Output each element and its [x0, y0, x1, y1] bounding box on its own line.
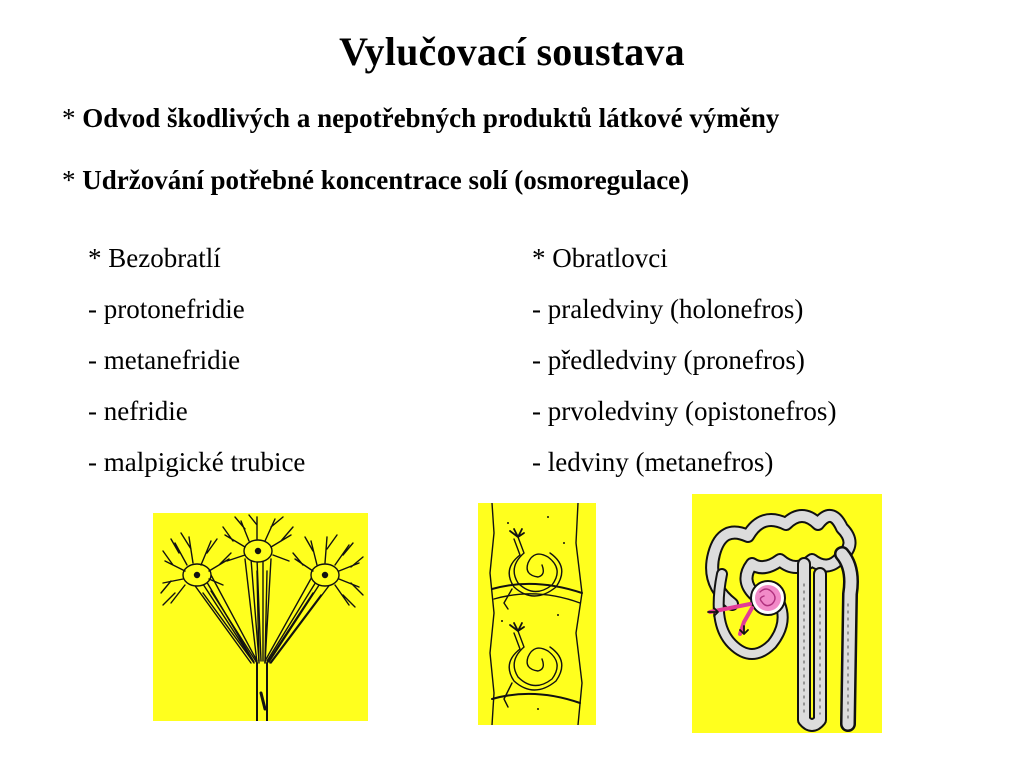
protonephridia-flame-cells-icon — [153, 513, 368, 721]
metanephridia-segments-icon — [478, 503, 596, 725]
list-item: - protonefridie — [88, 294, 245, 324]
bullet-osmoregulation — [62, 165, 689, 196]
bullet-text: Udržování potřebné koncentrace solí (osmoregulace) — [82, 165, 690, 195]
nephron-icon — [692, 494, 882, 733]
invertebrates-heading: * Bezobratlí — [88, 243, 221, 273]
vertebrates-column — [532, 240, 836, 495]
list-item: - prvoledviny (opistonefros) — [532, 396, 837, 426]
list-item: - malpigické trubice — [88, 447, 306, 477]
bullet-marker: * — [62, 103, 76, 133]
bullet-excretion — [62, 103, 779, 134]
list-item: - předledviny (pronefros) — [532, 345, 805, 375]
bullet-marker: * — [62, 165, 76, 195]
list-item: - metanefridie — [88, 345, 241, 375]
invertebrates-column — [88, 240, 305, 495]
bullet-text: Odvod škodlivých a nepotřebných produktů látkové výměny — [82, 103, 780, 133]
vertebrates-heading: * Obratlovci — [532, 243, 668, 273]
list-item: - ledviny (metanefros) — [532, 447, 774, 477]
figure-nephron — [692, 494, 882, 733]
list-item: - praledviny (holonefros) — [532, 294, 804, 324]
page-title: Vylučovací soustava — [339, 29, 685, 74]
figure-protonephridia — [153, 513, 368, 721]
figure-metanephridia — [478, 503, 596, 725]
list-item: - nefridie — [88, 396, 188, 426]
